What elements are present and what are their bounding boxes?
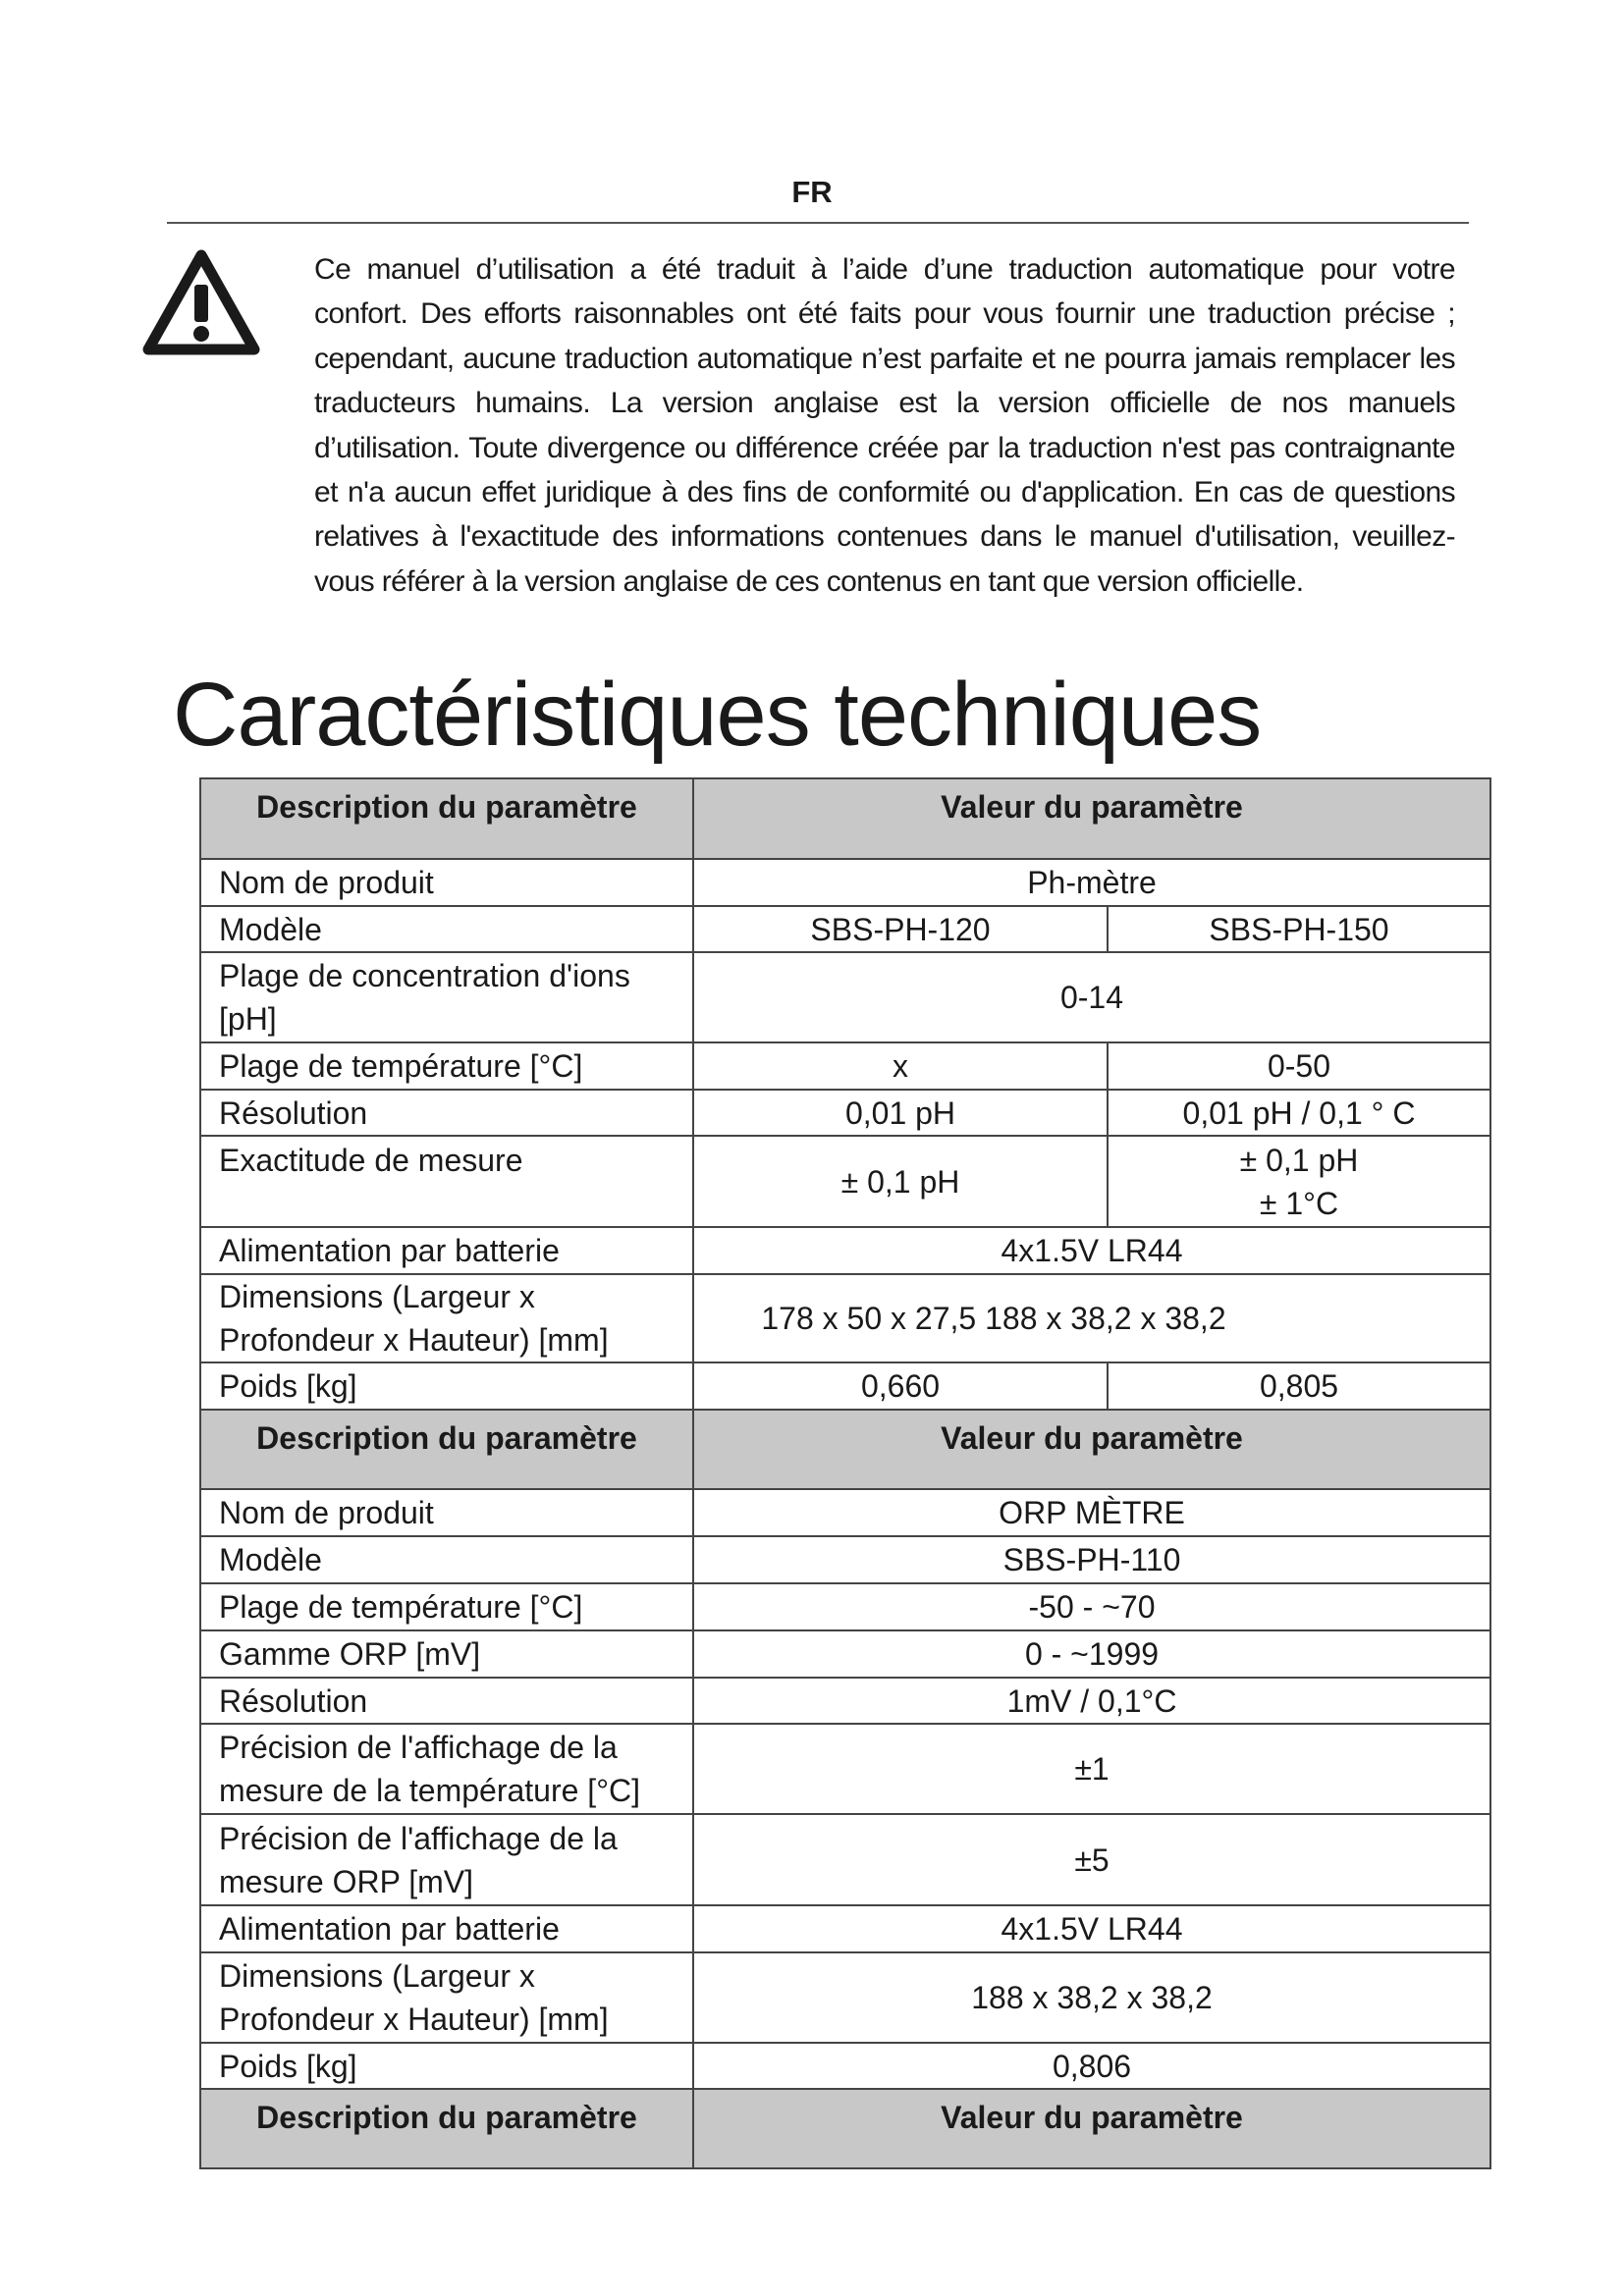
table-row <box>200 1042 1490 1090</box>
row-value: 0,01 pH <box>693 1090 1108 1136</box>
row-label: Modèle <box>200 906 693 952</box>
row-label: Plage de température [°C] <box>200 1583 693 1630</box>
table-row <box>200 1678 1490 1724</box>
row-value: 0 - ~1999 <box>693 1630 1490 1678</box>
table-row <box>200 952 1490 1042</box>
row-label: Résolution <box>200 1678 693 1724</box>
row-value <box>1108 1136 1490 1227</box>
row-label: Alimentation par batterie <box>200 1227 693 1274</box>
warning-triangle-icon <box>140 247 262 357</box>
row-label: Résolution <box>200 1090 693 1136</box>
row-label: Exactitude de mesure <box>200 1136 693 1227</box>
row-label: Nom de produit <box>200 859 693 906</box>
table-row <box>200 1362 1490 1410</box>
table-header-row <box>200 1410 1490 1489</box>
row-value: 0,660 <box>693 1362 1108 1410</box>
table-row <box>200 1274 1490 1362</box>
table-header-row <box>200 778 1490 859</box>
row-label: Plage de concentration d'ions [pH] <box>200 952 693 1042</box>
row-label: Dimensions (Largeur x Profondeur x Hauteur) [mm] <box>200 1952 693 2043</box>
row-value: 0,01 pH / 0,1 ° C <box>1108 1090 1490 1136</box>
header-param: Description du paramètre <box>200 1410 693 1489</box>
row-value: SBS-PH-110 <box>693 1536 1490 1583</box>
row-label: Précision de l'affichage de la mesure de la température [°C] <box>200 1724 693 1814</box>
table-header-row <box>200 2089 1490 2168</box>
row-value: ±5 <box>693 1814 1490 1905</box>
table-row <box>200 1583 1490 1630</box>
accuracy-temp: ± 1°C <box>1259 1185 1339 1221</box>
table-row <box>200 859 1490 906</box>
accuracy-ph: ± 0,1 pH <box>1239 1142 1359 1178</box>
row-value: 1mV / 0,1°C <box>693 1678 1490 1724</box>
table-row <box>200 1724 1490 1814</box>
header-value: Valeur du paramètre <box>693 1410 1490 1489</box>
table-row <box>200 906 1490 952</box>
row-value: ± 0,1 pH <box>693 1136 1108 1227</box>
row-value: 0,805 <box>1108 1362 1490 1410</box>
spec-table <box>199 777 1491 2169</box>
row-value: 4x1.5V LR44 <box>693 1227 1490 1274</box>
table-row <box>200 2043 1490 2089</box>
table-row <box>200 1136 1490 1227</box>
row-value: Ph-mètre <box>693 859 1490 906</box>
header-value: Valeur du paramètre <box>693 2089 1490 2168</box>
row-label: Dimensions (Largeur x Profondeur x Hauteur) [mm] <box>200 1274 693 1362</box>
table-row <box>200 1814 1490 1905</box>
row-label: Poids [kg] <box>200 2043 693 2089</box>
table-row <box>200 1952 1490 2043</box>
translation-disclaimer: Ce manuel d’utilisation a été traduit à l’aide d’une traduction automatique pour votre confort. Des efforts raisonnables ont été faits pour vous fournir une traduction précise ; cependant, aucune traduction automatique n’est parfaite et ne pourra jamais remplacer les traducteurs humains. La version anglaise est la version officielle de nos manuels d’utilisation. Toute divergence ou différence créée par la traduction n'est pas contraignante et n'a aucun effet juridique à des fins de conformité ou d'application. En cas de questions relatives à l'exactitude des informations contenues dans le manuel d'utilisation, veuillez-vous référer à la version anglaise de ces contenus en tant que version officielle. <box>314 253 1455 598</box>
table-row <box>200 1489 1490 1536</box>
language-label: FR <box>791 175 833 209</box>
row-value: 4x1.5V LR44 <box>693 1905 1490 1952</box>
table-row <box>200 1630 1490 1678</box>
row-value: 0-50 <box>1108 1042 1490 1090</box>
row-value: ORP MÈTRE <box>693 1489 1490 1536</box>
row-label: Précision de l'affichage de la mesure ORP [mV] <box>200 1814 693 1905</box>
row-value: 0,806 <box>693 2043 1490 2089</box>
table-row <box>200 1227 1490 1274</box>
header-divider <box>167 222 1469 224</box>
row-value: SBS-PH-120 <box>693 906 1108 952</box>
table-row <box>200 1090 1490 1136</box>
row-label: Poids [kg] <box>200 1362 693 1410</box>
row-value: ±1 <box>693 1724 1490 1814</box>
page-title: Caractéristiques techniques <box>173 665 1262 765</box>
row-value: 178 x 50 x 27,5 188 x 38,2 x 38,2 <box>693 1274 1490 1362</box>
row-value: -50 - ~70 <box>693 1583 1490 1630</box>
row-value: x <box>693 1042 1108 1090</box>
row-value: 0-14 <box>693 952 1490 1042</box>
table-row <box>200 1536 1490 1583</box>
row-label: Gamme ORP [mV] <box>200 1630 693 1678</box>
row-value: SBS-PH-150 <box>1108 906 1490 952</box>
row-label: Nom de produit <box>200 1489 693 1536</box>
header-param: Description du paramètre <box>200 2089 693 2168</box>
header-value: Valeur du paramètre <box>693 778 1490 859</box>
table-row <box>200 1905 1490 1952</box>
row-label: Plage de température [°C] <box>200 1042 693 1090</box>
row-value: 188 x 38,2 x 38,2 <box>693 1952 1490 2043</box>
row-label: Alimentation par batterie <box>200 1905 693 1952</box>
row-label: Modèle <box>200 1536 693 1583</box>
header-param: Description du paramètre <box>200 778 693 859</box>
